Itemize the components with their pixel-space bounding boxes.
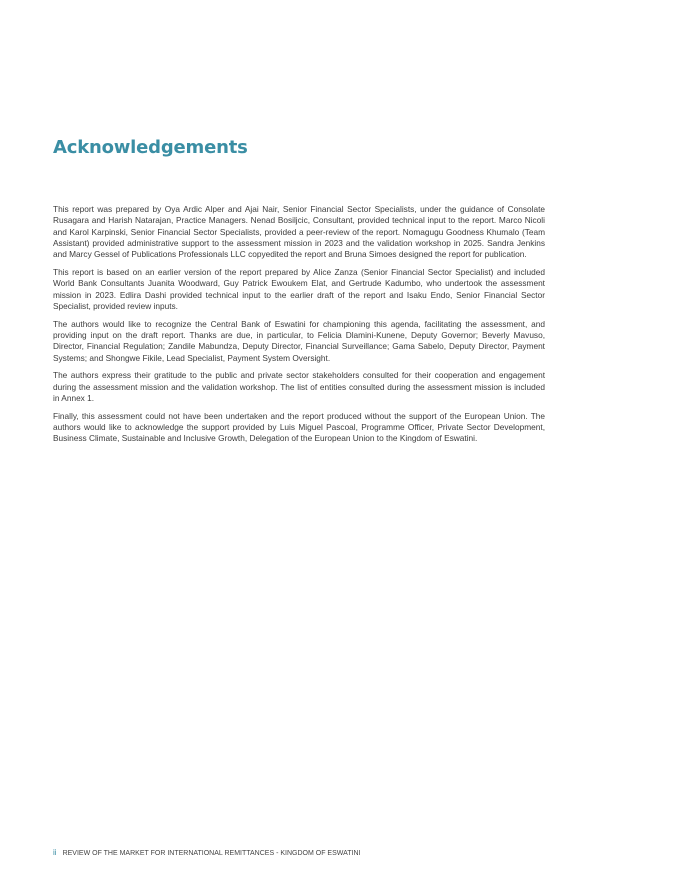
paragraph-2: This report is based on an earlier version of the report prepared by Alice Zanza (Senior Financial Sector Specialist) and included World Bank Consultants Juanita Woodward, Guy Patrick Ewoukem Elat, and Gertrude Kadumbo, who undertook the assessment mission in 2023. Edlira Dashi provided technical input to the earlier draft of the report and Isaku Endo, Senior Financial Sector Specialist, provided review inputs. — [53, 266, 545, 311]
running-title: REVIEW OF THE MARKET FOR INTERNATIONAL REMITTANCES - KINGDOM OF ESWATINI — [62, 850, 361, 857]
paragraph-5: Finally, this assessment could not have been undertaken and the report produced without the support of the European Union. The authors would like to acknowledge the support provided by Luis Miguel Pascoal, Programme Officer, Private Sector Development, Business Climate, Sustainable and Inclusive Growth, Delegation of the European Union to the Kingdom of Eswatini. — [53, 410, 545, 444]
paragraph-4: The authors express their gratitude to the public and private sector stakeholders consulted for their cooperation and engagement during the assessment mission and the validation workshop. The list of entities consulted during the assessment mission is included in Annex 1. — [53, 370, 545, 403]
paragraph-3: The authors would like to recognize the Central Bank of Eswatini for championing this agenda, facilitating the assessment, and providing input on the draft report. Thanks are due, in particular, to Felicia Dlamini-Kunene, Deputy Governor; Beverly Mavuso, Director, Financial Regulation; Zandile Mabundza, Deputy Director, Financial Surveillance; Gama Sabelo, Deputy Director, Payment Systems; and Shongwe Fikile, Lead Specialist, Payment System Oversight. — [53, 318, 545, 363]
body-text — [53, 204, 545, 451]
page-title: Acknowledgements — [53, 137, 248, 158]
page-number: ii — [53, 848, 57, 857]
page-footer — [53, 848, 360, 857]
paragraph-1: This report was prepared by Oya Ardic Alper and Ajai Nair, Senior Financial Sector Specialists, under the guidance of Consolate Rusagara and Harish Natarajan, Practice Managers. Nenad Bosiljcic, Consultant, provided technical input to the report. Marco Nicoli and Karol Karpinski, Senior Financial Sector Specialists, provided a peer-review of the report. Nomagugu Goodness Khumalo (Team Assistant) provided administrative support to the assessment mission in 2023 and the validation workshop in 2025. Sandra Jenkins and Marcy Gessel of Publications Professionals LLC copyedited the report and Bruna Simoes designed the report for publication. — [53, 204, 545, 260]
